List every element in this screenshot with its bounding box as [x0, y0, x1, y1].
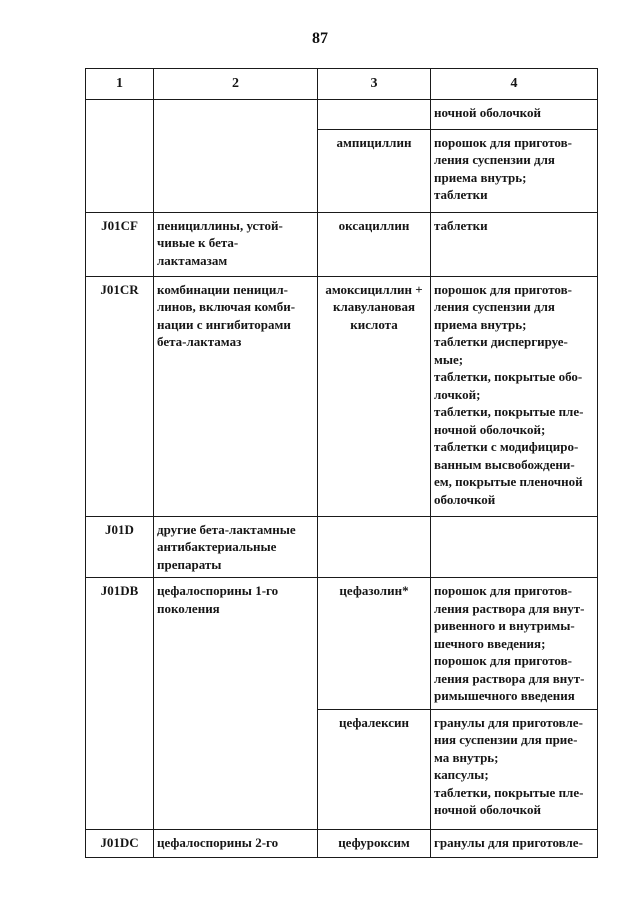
- table-row: [86, 578, 598, 710]
- atc-code-cell: J01CF: [86, 212, 154, 276]
- header-row: [86, 69, 598, 100]
- dosage-form-cell: порошок для приготов- ления раствора для внут- ривенного и внутримы- шечного введения; порошок для приготов- ления раствора для внут- римышечного введения: [431, 578, 598, 710]
- drug-table: [85, 68, 598, 858]
- table-row: [86, 212, 598, 276]
- group-cell: комбинации пеницил- линов, включая комби- нации с ингибиторами бета-лактамаз: [154, 276, 318, 516]
- group-cell: цефалоспорины 1-го поколения: [154, 578, 318, 830]
- substance-cell: оксациллин: [318, 212, 431, 276]
- column-header-1: 1: [86, 69, 154, 100]
- dosage-form-cell: ночной оболочкой: [431, 99, 598, 129]
- atc-code-cell: J01DB: [86, 578, 154, 830]
- column-header-2: 2: [154, 69, 318, 100]
- group-cell: цефалоспорины 2-го: [154, 829, 318, 857]
- substance-cell: цефалексин: [318, 709, 431, 829]
- column-header-4: 4: [431, 69, 598, 100]
- dosage-form-cell: таблетки: [431, 212, 598, 276]
- group-cell: пенициллины, устой- чивые к бета- лактамазам: [154, 212, 318, 276]
- page-number: 87: [312, 30, 328, 47]
- table-row: [86, 276, 598, 516]
- group-cell: [154, 99, 318, 212]
- substance-cell: [318, 516, 431, 578]
- substance-cell: амоксициллин + клавулановая кислота: [318, 276, 431, 516]
- atc-code-cell: [86, 99, 154, 212]
- substance-cell: [318, 99, 431, 129]
- dosage-form-cell: порошок для приготов- ления суспензии для приема внутрь; таблетки диспергируе- мые; таблетки, покрытые обо- лочкой; таблетки, покрытые пле- ночной оболочкой; таблетки с модифициро- ванным высвобождени- ем, покрытые пленочной оболочкой: [431, 276, 598, 516]
- dosage-form-cell: [431, 516, 598, 578]
- dosage-form-cell: гранулы для приготовле-: [431, 829, 598, 857]
- table-row: [86, 516, 598, 578]
- dosage-form-cell: порошок для приготов- ления суспензии для приема внутрь; таблетки: [431, 129, 598, 212]
- substance-cell: цефазолин*: [318, 578, 431, 710]
- substance-cell: цефуроксим: [318, 829, 431, 857]
- table-row: [86, 99, 598, 129]
- column-header-3: 3: [318, 69, 431, 100]
- group-cell: другие бета-лактамные антибактериальные препараты: [154, 516, 318, 578]
- dosage-form-cell: гранулы для приготовле- ния суспензии для прие- ма внутрь; капсулы; таблетки, покрытые пле- ночной оболочкой: [431, 709, 598, 829]
- atc-code-cell: J01DC: [86, 829, 154, 857]
- substance-cell: ампициллин: [318, 129, 431, 212]
- atc-code-cell: J01CR: [86, 276, 154, 516]
- atc-code-cell: J01D: [86, 516, 154, 578]
- table-row: [86, 829, 598, 857]
